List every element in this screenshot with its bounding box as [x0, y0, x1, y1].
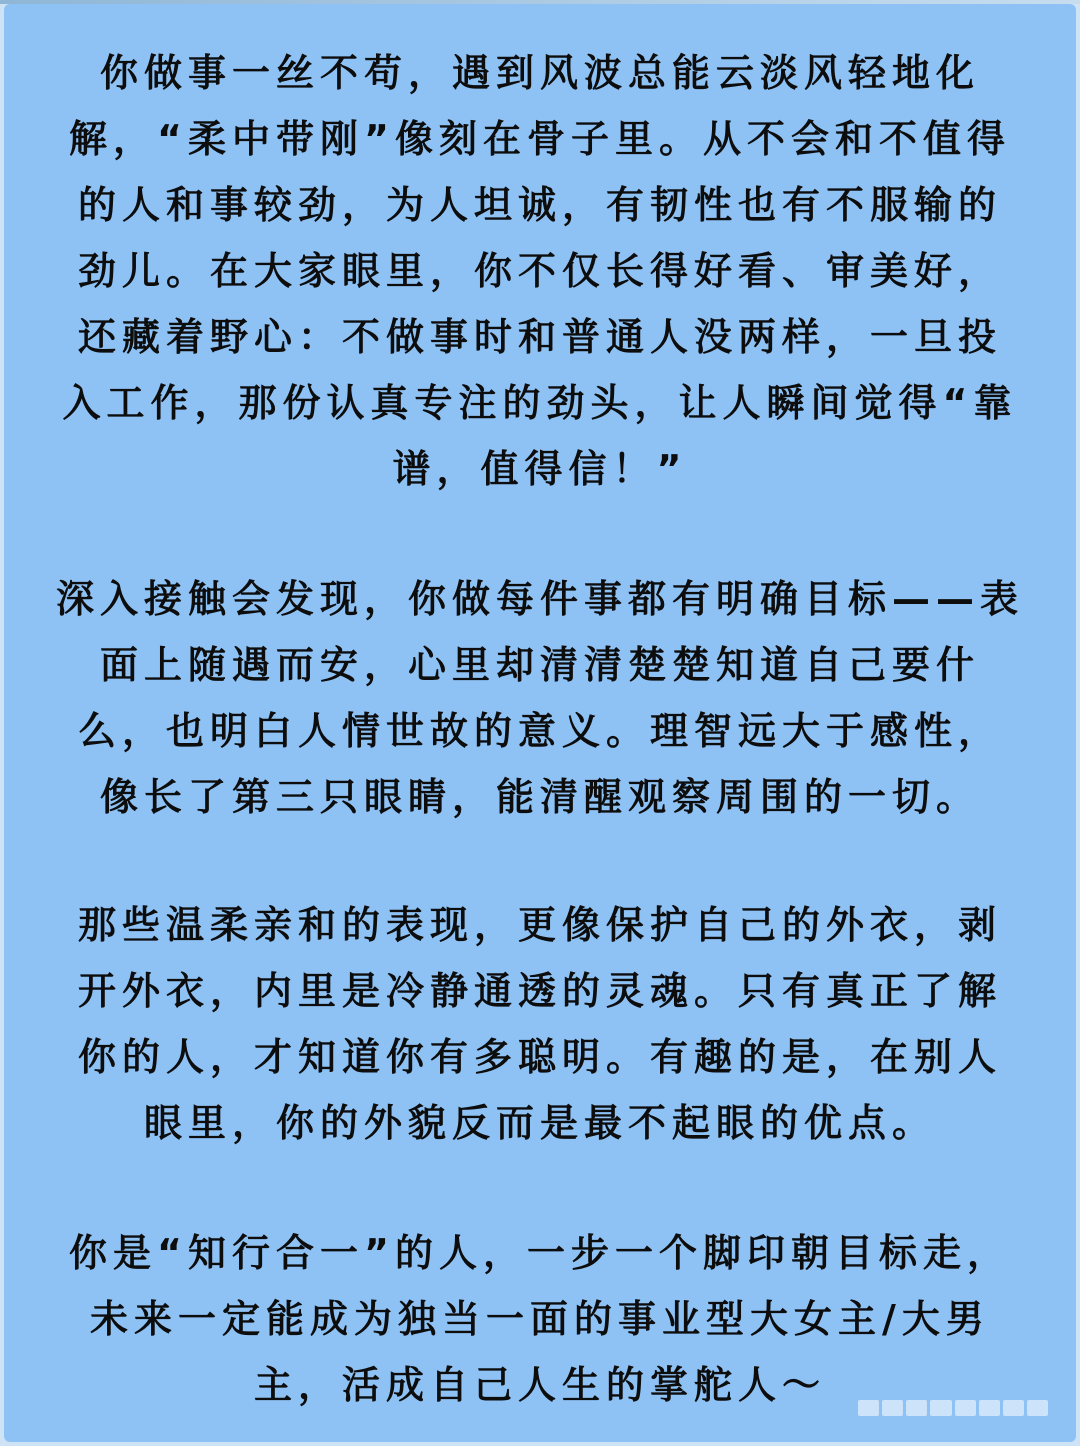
paragraph-line: 开外衣，内里是冷静通透的灵魂。只有真正了解 [77, 969, 1002, 1013]
paragraph-line: 还藏着野心：不做事时和普通人没两样，一旦投 [77, 315, 1002, 359]
paragraph-line: 面上随遇而安，心里却清清楚楚知道自己要什 [99, 643, 980, 687]
paragraph-line: 主，活成自己人生的掌舵人～ [253, 1363, 826, 1407]
paragraph-line: 那些温柔亲和的表现，更像保护自己的外衣，剥 [77, 903, 1002, 947]
paragraph-line: 深入接触会发现，你做每件事都有明确目标——表 [55, 577, 1024, 621]
paragraph-4 [26, 1220, 1054, 1418]
paragraph-2 [26, 566, 1054, 830]
paragraph-line: 劲儿。在大家眼里，你不仅长得好看、审美好， [77, 249, 1002, 293]
paragraph-line: 入工作，那份认真专注的劲头，让人瞬间觉得“靠 [62, 381, 1018, 425]
paragraph-line: 的人和事较劲，为人坦诚，有韧性也有不服输的 [77, 183, 1002, 227]
paragraph-line: 谱，值得信！” [392, 447, 688, 491]
paragraph-line: 解，“柔中带刚”像刻在骨子里。从不会和不值得 [69, 117, 1011, 161]
paragraph-line: 未来一定能成为独当一面的事业型大女主/大男 [90, 1297, 990, 1341]
paragraph-3 [26, 892, 1054, 1156]
faint-watermark [858, 1400, 1048, 1416]
paragraph-line: 像长了第三只眼睛，能清醒观察周围的一切。 [99, 775, 980, 819]
paragraph-line: 你是“知行合一”的人，一步一个脚印朝目标走， [69, 1231, 1011, 1275]
paragraph-line: 眼里，你的外貌反而是最不起眼的优点。 [143, 1101, 936, 1145]
paragraph-line: 你的人，才知道你有多聪明。有趣的是，在别人 [77, 1035, 1002, 1079]
paragraph-line: 么，也明白人情世故的意义。理智远大于感性， [77, 709, 1002, 753]
paragraph-line: 你做事一丝不苟，遇到风波总能云淡风轻地化 [99, 51, 980, 95]
paragraph-1 [26, 40, 1054, 502]
text-card [4, 4, 1076, 1442]
